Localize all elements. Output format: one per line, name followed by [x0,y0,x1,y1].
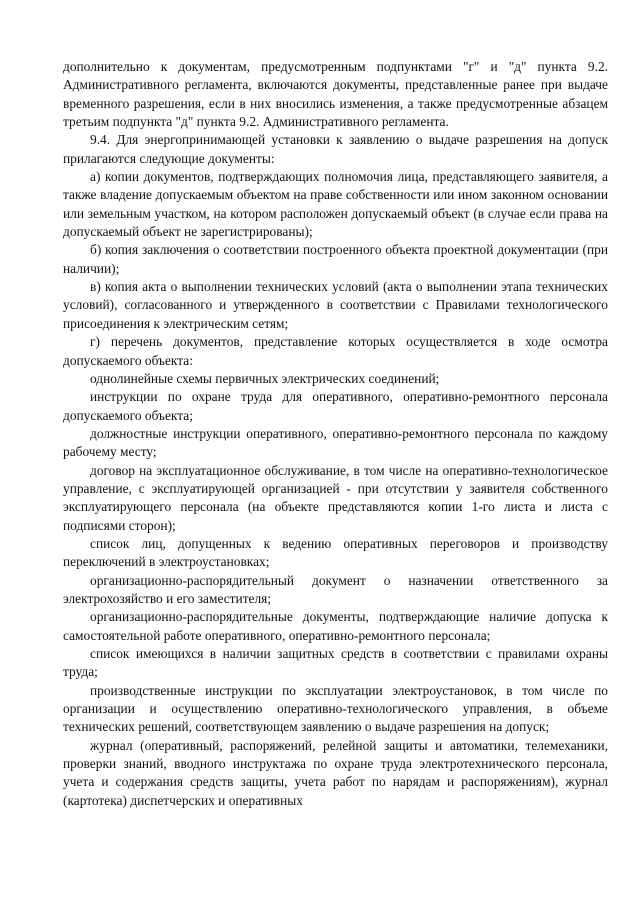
paragraph-item-a: а) копии документов, подтверждающих полномочия лица, представляющего заявителя, а также владение допускаемым объектом на праве собственности или ином законном основании или земельным участком, на котором расположен допускаемый объект (в случае если права на допускаемый объект не зарегистрированы); [63,169,608,240]
list-item-maintenance-contract: договор на эксплуатационное обслуживание, в том числе на оперативно-технологическое управление, с эксплуатирующей организацией - при отсутствии у заявителя собственного эксплуатирующего персонала (на объекте представляются копии 1-го листа и листа с подписями сторон); [63,462,608,533]
paragraph-continuation: дополнительно к документам, предусмотренным подпунктами "г" и "д" пункта 9.2. Административного регламента, включаются документы, представленные ранее при выдаче временного разрешения, если в них вносились изменения, а также предусмотренные абзацем третьим подпункта "д" пункта 9.2. Административного регламента. [63,59,608,130]
paragraph-9-4-heading: 9.4. Для энергопринимающей установки к заявлению о выдаче разрешения на допуск прилагаются следующие документы: [63,132,608,166]
list-item-safety-instructions: инструкции по охране труда для оперативного, оперативно-ремонтного персонала допускаемого объекта; [63,389,608,423]
paragraph-item-b: б) копия заключения о соответствии построенного объекта проектной документации (при наличии); [63,242,608,276]
list-item-job-instructions: должностные инструкции оперативного, оперативно-ремонтного персонала по каждому рабочему месту; [63,425,608,460]
paragraph-item-v: в) копия акта о выполнении технических условий (акта о выполнении этапа технических условий), согласованного и утвержденного в соответствии с Правилами технологического присоединения к электрическим сетям; [63,279,608,331]
list-item-single-line-diagrams: однолинейные схемы первичных электрических соединений; [90,370,440,386]
list-item-authorized-persons: список лиц, допущенных к ведению оперативных переговоров и производству переключений в электроустановках; [63,535,608,570]
paragraph-item-g: г) перечень документов, представление которых осуществляется в ходе осмотра допускаемого объекта: [63,334,608,368]
list-item-production-instructions: производственные инструкции по эксплуатации электроустановок, в том числе по организации и осуществлению оперативно-технологического управления, в объеме технических решений, соответствующем заявлению о выдаче разрешения на допуск; [63,682,608,735]
list-item-admission-documents: организационно-распорядительные документы, подтверждающие наличие допуска к самостоятельной работе оперативного, оперативно-ремонтного персонала; [63,609,608,643]
list-item-journals: журнал (оперативный, распоряжений, релейной защиты и автоматики, телемеханики, проверки знаний, вводного инструктажа по охране труда электротехнического персонала, учета и содержания средств защиты, учета работ по нарядам и распоряжениям), журнал (картотека) диспетчерских и оперативных [63,737,608,808]
list-item-responsible-appointment: организационно-распорядительный документ о назначении ответственного за электрохозяйство и его заместителя; [63,572,608,606]
document-body [63,58,608,810]
list-item-protective-equipment: список имеющихся в наличии защитных средств в соответствии с правилами охраны труда; [63,646,608,680]
